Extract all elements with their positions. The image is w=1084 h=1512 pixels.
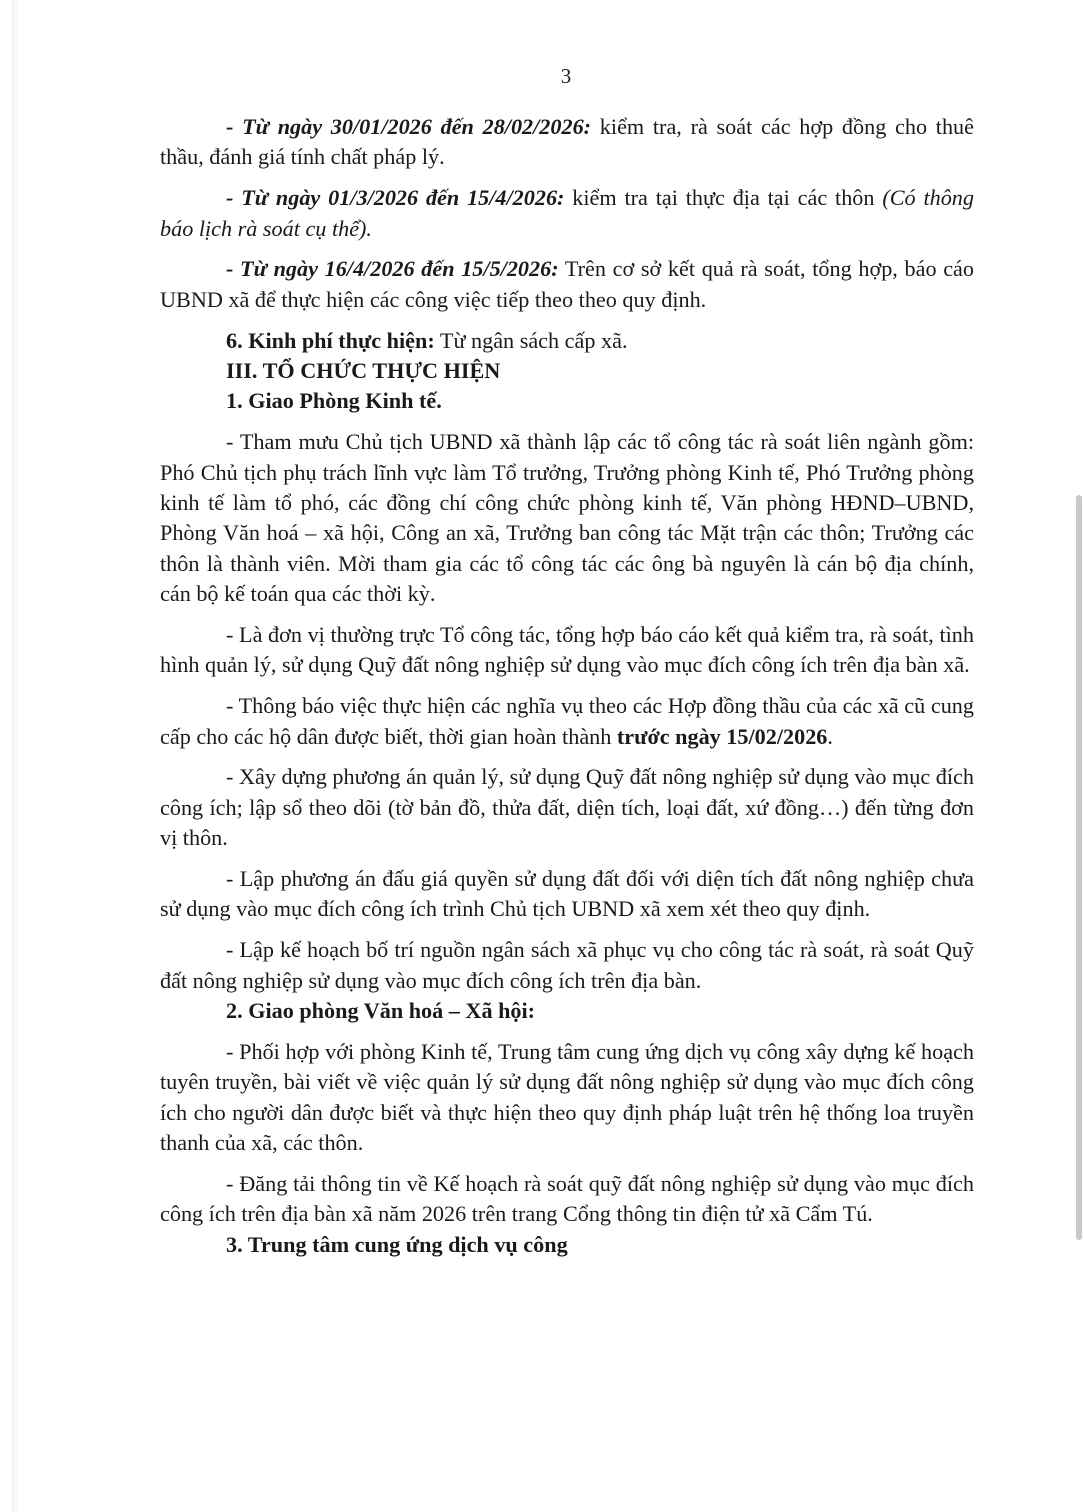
paragraph-economy-6: - Lập kế hoạch bố trí nguồn ngân sách xã phục vụ cho công tác rà soát, rà soát Quỹ đất nông nghiệp sử dụng vào mục đích công ích trên địa bàn.: [160, 937, 974, 993]
section-heading-organization: III. TỔ CHỨC THỰC HIỆN: [226, 358, 501, 384]
paragraph-schedule-1: - Từ ngày 30/01/2026 đến 28/02/2026: kiểm tra, rà soát các hợp đồng cho thuê thầu, đánh giá tính chất pháp lý.: [160, 114, 974, 170]
subsection-heading-economy: 1. Giao Phòng Kinh tế.: [226, 388, 442, 414]
paragraph-funding: 6. Kinh phí thực hiện: Từ ngân sách cấp xã.: [226, 327, 628, 353]
paragraph-schedule-3: - Từ ngày 16/4/2026 đến 15/5/2026: Trên cơ sở kết quả rà soát, tổng hợp, báo cáo UBND xã để thực hiện các công việc tiếp theo theo quy định.: [160, 256, 974, 312]
document-body: [160, 112, 974, 1260]
paragraph-schedule-2: - Từ ngày 01/3/2026 đến 15/4/2026: kiểm tra tại thực địa tại các thôn (Có thông báo lịch rà soát cụ thể).: [160, 185, 974, 241]
subsection-heading-culture: 2. Giao phòng Văn hoá – Xã hội:: [226, 998, 536, 1024]
paragraph-culture-1: - Phối hợp với phòng Kinh tế, Trung tâm cung ứng dịch vụ công xây dựng kế hoạch tuyên truyền, bài viết về việc quản lý sử dụng đất nông nghiệp sử dụng vào mục đích công ích cho người dân được biết và thực hiện theo quy định pháp luật trên hệ thống loa truyền thanh của xã, các thôn.: [160, 1038, 974, 1156]
paragraph-economy-1: - Tham mưu Chủ tịch UBND xã thành lập các tổ công tác rà soát liên ngành gồm: Phó Chủ tịch phụ trách lĩnh vực làm Tổ trưởng, Trưởng phòng Kinh tế, Phó Trưởng phòng kinh tế làm tổ phó, các đồng chí công chức phòng kinh tế, Văn phòng HĐND–UBND, Phòng Văn hoá – xã hội, Công an xã, Trưởng ban công tác Mặt trận các thôn; Trưởng các thôn là thành viên. Mời tham gia các tổ công tác các ông bà nguyên là cán bộ địa chính, cán bộ kế toán qua các thời kỳ.: [160, 429, 974, 607]
page-number: 3: [560, 64, 572, 88]
page-edge-shadow: [12, 0, 20, 1512]
paragraph-economy-4: - Xây dựng phương án quản lý, sử dụng Quỹ đất nông nghiệp sử dụng vào mục đích công ích; lập sổ theo dõi (tờ bản đồ, thửa đất, diện tích, loại đất, xứ đồng…) đến từng đơn vị thôn.: [160, 764, 974, 851]
vertical-scrollbar[interactable]: [1076, 495, 1082, 1240]
paragraph-culture-2: - Đăng tải thông tin về Kế hoạch rà soát quỹ đất nông nghiệp sử dụng vào mục đích công ích trên địa bàn xã năm 2026 trên trang Cổng thông tin điện tử xã Cẩm Tú.: [160, 1170, 974, 1227]
subsection-heading-public-service: 3. Trung tâm cung ứng dịch vụ công: [226, 1231, 568, 1257]
paragraph-economy-3: - Thông báo việc thực hiện các nghĩa vụ theo các Hợp đồng thầu của các xã cũ cung cấp cho các hộ dân được biết, thời gian hoàn thành trước ngày 15/02/2026.: [160, 693, 974, 749]
paragraph-economy-2: - Là đơn vị thường trực Tổ công tác, tổng hợp báo cáo kết quả kiểm tra, rà soát, tình hình quản lý, sử dụng Quỹ đất nông nghiệp sử dụng vào mục đích công ích trên địa bàn xã.: [160, 622, 974, 678]
paragraph-economy-5: - Lập phương án đấu giá quyền sử dụng đất đối với diện tích đất nông nghiệp chưa sử dụng vào mục đích công ích trình Chủ tịch UBND xã xem xét theo quy định.: [160, 866, 974, 922]
